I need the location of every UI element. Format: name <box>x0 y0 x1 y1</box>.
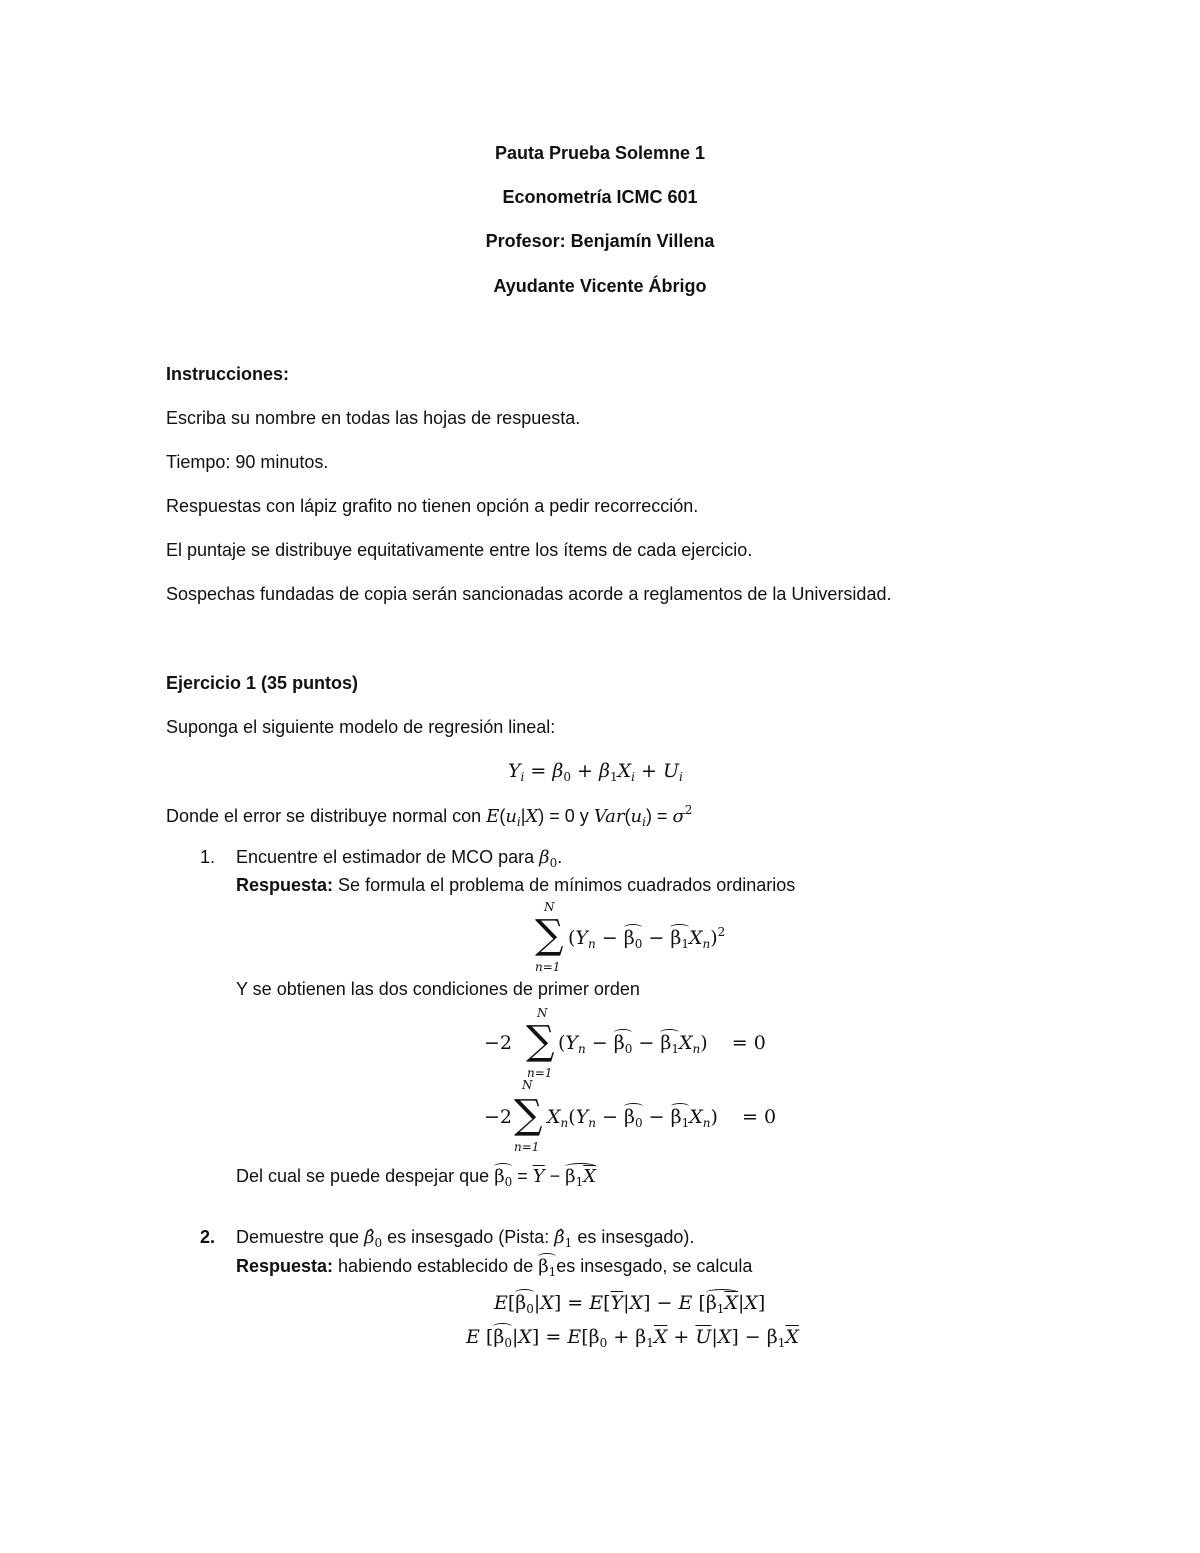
error-assumption: Donde el error se distribuye normal con $E(u_i|X) = 0$ y $Var(u_i) = \sigma^2$ <box>166 803 693 829</box>
regression-model-equation: $Y_i = \beta_0 + \beta_1X_i + U_i$ <box>508 760 683 784</box>
instruction-item: Escriba su nombre en todas las hojas de respuesta. <box>166 408 581 428</box>
beta0-estimator-result: Del cual se puede despejar que $\beta_0 = \overline{Y} - \beta_1\overline{X}$ <box>236 1166 597 1189</box>
course-name: Econometría ICMC 601 <box>502 187 698 207</box>
instruction-item: Respuestas con lápiz grafito no tienen opción a pedir recorrección. <box>166 496 699 516</box>
instructions-heading: Instrucciones: <box>166 364 290 384</box>
instruction-item: Sospechas fundadas de copia serán sancionadas acorde a reglamentos de la Universidad. <box>166 584 892 604</box>
question-2: Demuestre que $\betâ_0$ es insesgado (Pista: $\betâ_1$ es insesgado). <box>236 1227 695 1250</box>
answer-2-intro: Respuesta: habiendo establecido de $\beta_1es$ insesgado, se calcula <box>236 1256 753 1279</box>
answer-1-intro: Respuesta: Se formula el problema de mínimos cuadrados ordinarios <box>236 875 796 895</box>
expectation-equation-2: E $[\beta_0|X] = E[\beta_0 + \beta_1\overline{X} + \overline{U}|X] - \beta_1\overline{X}$ <box>466 1326 799 1350</box>
question-number: 1. <box>200 847 216 867</box>
document-page: Pauta Prueba Solemne 1 Econometría ICMC 601 Profesor: Benjamín Villena Ayudante Vicente Ábrigo Instrucciones: Escriba su nombre en todas las hojas de respuesta. Tiempo: 90 minutos. Respuestas con lápiz grafito no tienen opción a pedir recorrección. El puntaje se distribuye equitativamente entre los ítems de cada ejercicio. Sospechas fundadas de copia serán sancionadas acorde a reglamentos de la Universidad. Ejercicio 1 (35 puntos) Suponga el siguiente modelo de regresión lineal: $Y_i = \beta_0 + \beta_1X_i + U_i$ Donde el error se distribuye normal con $E(u_i|X) = 0$ y $Var(u_i) = \sigma^2$ 1. Encuentre el estimador de MCO para $\beta_0$. Respuesta: Se formula el problema de mínimos cuadrados ordinarios N ∑ n=1 $(Y_n - \beta_0 - \beta_1X_n)^2$ Y se obtienen las dos condiciones de primer orden −2 N ∑ n=1 $(Y_n - \beta_0 - \beta_1X_n)$ = 0 −2 N ∑ n=1 $X_n(Y_n - \beta_0 - \beta_1X_n)$ = 0 Del cual se puede despejar que $\beta_0 = \overline{Y} - \beta_1\overline{X}$ 2. Demuestre que $\betâ_0$ es insesgado (Pista: $\betâ_1$ es insesgado). Respuesta: habiendo establecido de $\beta_1es$ insesgado, se calcula $E[\beta_0|X] = E[\overline{Y}|X] - E$ $[\beta_1\overline{X}|X]$ E $[\beta_0|X] = E[\beta_0 + \beta_1\overline{X} + \overline{U}|X] - \beta_1\overline{X}$ <box>0 0 1200 1553</box>
expectation-equation-1: $E[\beta_0|X] = E[\overline{Y}|X] - E$ $[\beta_1\overline{X}|X]$ <box>494 1292 766 1316</box>
document-title: Pauta Prueba Solemne 1 <box>494 143 706 163</box>
professor-name: Profesor: Benjamín Villena <box>485 231 715 251</box>
instruction-item: Tiempo: 90 minutos. <box>166 452 329 472</box>
foc-intro: Y se obtienen las dos condiciones de primer orden <box>236 979 640 999</box>
question-1: Encuentre el estimador de MCO para $\beta_0$. <box>236 847 563 870</box>
instruction-item: El puntaje se distribuye equitativamente entre los ítems de cada ejercicio. <box>166 540 753 560</box>
assistant-name: Ayudante Vicente Ábrigo <box>493 276 707 296</box>
exercise-intro: Suponga el siguiente modelo de regresión lineal: <box>166 717 556 737</box>
exercise-heading: Ejercicio 1 (35 puntos) <box>166 673 359 693</box>
question-number: 2. <box>200 1227 216 1247</box>
